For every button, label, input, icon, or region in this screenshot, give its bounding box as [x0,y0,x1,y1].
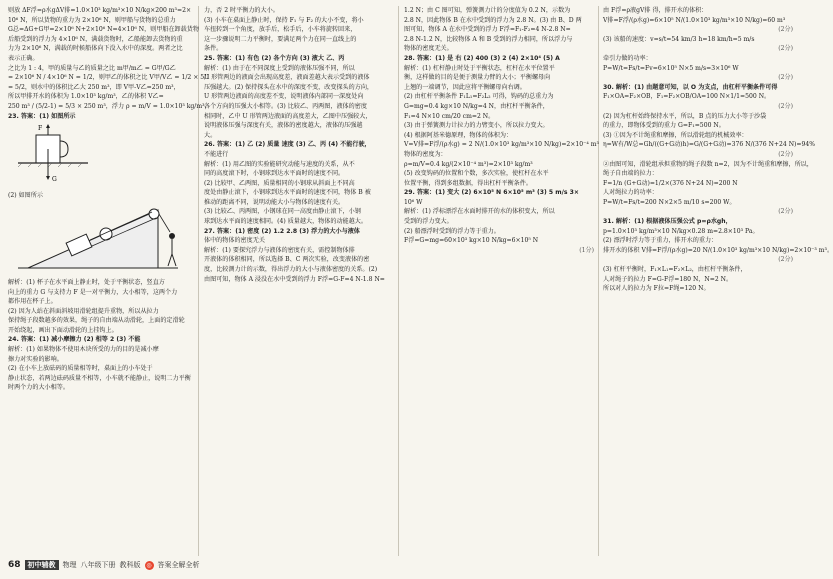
text-line: (3) 由于弹簧测力计拉力的力臂变小，所以拉力变大。 [404,122,549,130]
text-line: 10⁶ W [404,198,423,206]
text-line: 解析：(1) 用乙图的实验能研究动能与速度的关系，从不 [204,160,355,168]
text-line: (2) 由杠杆平衡条件 F₁L₁=F₂L₂ 可得，钩码的总重力为 [404,93,554,101]
text-line: 物体的密度为： [404,150,447,158]
text-line: 球到达水平面的速度相同。(4) 质量越大，物体的动能越大。 [204,218,367,226]
text-line: 相同时，乙中 U 形管两边液面的高度差大，乙图中压强较大， [204,112,372,120]
text-line: (3) 小车在桌面上静止时，保持 F₁ 与 F₂ 的大小不变，将小 [204,16,364,24]
text-line: p=1.0×10³ kg/m³×10 N/kg×0.28 m=2.8×10³ Pa。 [603,227,759,235]
text-line: 表示正确。 [8,54,39,62]
text-line: 后船受到的浮力为 4×10⁶ N，满载货物时，乙船能卸去货物的重 [8,35,183,43]
score-mark: (2分) [778,102,793,110]
subject-label: 物理 [62,561,77,569]
text-line: (2) 船漂浮时受到的浮力等于重力。 [404,227,500,235]
pulley-slope-diagram [8,202,188,272]
text-line: 度，比较测力计的示数，得出浮力的大小与液体密度的关系。(2) [204,266,378,274]
text-line: 受到的浮力变大。 [404,218,453,226]
text-line: 解析：(1) 如果物体不使用木块所受的力的目的是减小摩 [8,346,159,354]
text-line: 图可知，物体 A 在水中受到的浮力 F浮=F₁-F₂=4 N-2.8 N= [404,26,571,34]
text-line: 绳子自由端的拉力： [603,170,658,178]
score-mark: (2分) [778,26,793,34]
text-line: 250 m³ / (5/2-1) = 5/3 × 250 m³，浮力 ρ = m/V = 1.0×10³ kg/m³， [8,102,211,110]
text-line: 力为 2×10⁶ N，满载的时候船体向下没入水中的深度。两者之比 [8,45,183,53]
text-line: (3) ①因为不计绳重和摩擦，所以滑轮组的机械效率： [603,131,748,139]
text-line: 所以甲排开水的体积为 1.0×10³ kg/m³，乙的体积 V乙= [8,93,164,101]
column-divider [598,6,599,556]
text-line: (2) 因为杠杆始终保持水平，所以，B 点的压力大小等于沙袋 [603,112,767,120]
question-28-answer: 28. 答案：(1) 是 右 (2) 400 (3) 2 (4) 2×10⁴ (5) A [404,54,560,62]
text-line: 人对绳拉力的功率： [603,189,658,197]
text-line: F₁×OA=F₂×OB，F₁=F₂×OB/OA=100 N×1/1=500 N。 [603,93,771,101]
text-line: V排=F浮/(ρ水g)=6×10⁵ N/(1.0×10³ kg/m³×10 N/kg)=60 m³ [603,16,786,24]
score-mark: (1分) [579,246,594,254]
text-line: 上翘的一端调节，因此应将平衡螺母向右调。 [404,83,526,91]
label-F: F [38,125,43,133]
text-line: 之比为 1 : 4，甲的质量与乙的质量之比 m甲/m乙 = G甲/G乙 [8,64,176,72]
text-line: 衡，这样做的目的是便于测量力臂的大小；平衡螺母向 [404,74,551,82]
question-29-answer: 29. 答案：(1) 变大 (2) 6×10⁵ N 6×10⁵ m³ (3) 5 m/s 3× [404,189,579,197]
text-line: 度处由静止滚下，小钢球到达水平面时的速度不同，物体 B 被 [204,189,371,197]
column-2 [204,6,394,554]
text-line: 开始绕起，画出下面动滑轮的上挂钩上。 [8,326,118,334]
score-mark: (2分) [778,256,793,264]
text-line: 的重力，即物体受到的重力 G=F₁=500 N。 [603,122,725,130]
score-mark: (2分) [778,150,793,158]
text-line: ②由图可知，滑轮组承担重物的绳子段数 n=2，因为不计绳重和摩擦，所以， [603,160,813,168]
text-line: (2) 在小车上放砝码的质量相等时，桌面上的小车处于 [8,365,153,373]
text-line: 人对绳子的拉力 F=G-F浮=180 N，N=2 N。 [603,275,733,283]
person-head [169,233,175,239]
text-line: 条件。 [204,45,223,53]
label-G: G [52,176,57,184]
text-line: 向上的重力 G 与支持力 F 是一对平衡力，大小相等，这两个力 [8,288,178,296]
text-line: 推动的距离不同，说明动能大小与物体的速度有关。 [204,198,345,206]
text-line: 解析：(1) 杯子在水平面上静止时，处于平衡状态，竖直方 [8,278,165,286]
book-label: 答案全解全析 [157,561,200,569]
column-1 [8,6,211,554]
text-line: (2) 如图所示 [8,191,43,199]
text-line: = 5/2，则水中的体积比乙大 250 m³，即 V甲-V乙=250 m³， [8,83,180,91]
question-31-solution: 31. 解析：(1) 根据液体压强公式 p=ρ水gh， [603,218,732,226]
question-24-answer: 24. 答案：(1) 减小摩擦力 (2) 相等 2 (3) 不能 [8,336,141,344]
fixed-pulley [149,209,159,219]
grade-label: 八年级下册 [80,561,116,569]
figure-pulley-slope [8,202,198,276]
cup-force-diagram [8,123,188,185]
text-line: 由 F浮=ρ液gV排 得，排开水的体积： [603,7,708,14]
text-line: 1.2 N；由 C 图可知，弹簧测力计的分度值为 0.2 N，示数为 [404,7,571,14]
score-mark: (2分) [778,208,793,216]
text-line: U 形管两边液面的高度差不变，说明液体内部同一深度处向 [204,93,364,101]
text-line: 物体的密度无关。 [404,45,453,53]
score-mark: (2分) [778,45,793,53]
text-line: U 形管两边的液面会出现高度差，液面差越大表示受到的液体 [204,74,370,82]
text-line: η=W有/W总=Gh/((G+G动)h)=G/(G+G动)=376 N/(376 N+24 N)=94% [603,141,816,149]
text-line: 位置平衡，得到多组数据，得出杠杆平衡条件。 [404,179,532,187]
column-3 [404,6,599,554]
column-divider [398,6,399,556]
column-4 [603,6,833,554]
text-line: 时两个力的大小相等。 [8,384,69,392]
question-23-answer: 23. 答案：(1) 如图所示 [8,112,76,120]
text-line: (5) 改变钩码的位置和个数，多次实验，使杠杆在水平 [404,170,549,178]
text-line: (3) 杠杆平衡时，F₁×L₁=F₂×L₂，由杠杆平衡条件， [603,266,747,274]
figure-cup-on-table [8,123,198,189]
text-line: (4) 根据阿基米德原理，物体的体积为： [404,131,513,139]
text-line: 说明液体压强与深度有关，液体的密度越大，液体的压强越 [204,122,363,130]
cup-handle [60,141,68,157]
text-line: 由图可知，物体 A 浸没在水中受到的浮力 F浮=G-F=4 N-1.8 N= [204,275,385,283]
question-27-answer: 27. 答案：(1) 密度 (2) 1.2 2.8 (3) 浮力的大小与液体 [204,227,360,235]
question-25-answer: 25. 答案：(1) 有色 (2) 各个方向 (3) 液大 乙、丙 [204,54,345,62]
column-divider [198,6,199,556]
text-line: 压强越大。(2) 保持探头在水中的深度不变，改变探头的方向， [204,83,374,91]
text-line: 同的高度滚下时，小钢球到达水平面时的速度不同。 [204,170,345,178]
text-line: 这一步骤说明二力平衡时，要满足两个力在同一直线上的 [204,35,357,43]
text-line: 开液体的体积相同，所以选择 B、C 两次实验，改变液体的密 [204,256,370,264]
text-line: 排开水的体积 V排=F浮/(ρ水g)=20 N/(1.0×10³ kg/m³×10 N/kg)=2×10⁻³ m³。 [603,246,833,254]
text-line: 车扭转到一个角度，放手后，松手后，小车将旋转回来， [204,26,357,34]
question-26-answer: 26. 答案：(1) 乙 (2) 质量 速度 (3) 乙、丙 (4) 不能行驶， [204,141,371,149]
text-line: 则放 ΔF浮=ρ水gΔV排=1.0×10³ kg/m³×10 N/kg×200 m³=2× [8,7,192,14]
edition-label: 教科版 [119,561,141,569]
text-line: 解析：(1) 要探究浮力与液体的密度有关，需控制物体排 [204,246,355,254]
text-line: 保持绳子段数越多的效果，绳子的自由端从动滑轮，上面的定滑轮 [8,317,185,325]
text-line: G总=ΔG+G甲=2×10⁶ N+2×10⁶ N=4×10⁶ N，则甲船在卸载货物 [8,26,199,34]
text-line: = 2×10⁶ N / 4×10⁶ N = 1/2，则甲乙的体积之比 V甲/V乙 = 1/2 × 5/1 [8,74,211,82]
answer-logo-icon: ◎ [146,561,152,569]
text-line: ρ=m/V=0.4 kg/(2×10⁻⁴ m³)=2×10³ kg/m³ [404,160,533,168]
text-line: 静止状态，若两边砝码质量不相等，小车就不能静止，说明二力平衡 [8,374,191,382]
text-line: 擦力对实验的影响。 [8,355,63,363]
text-line: 都作用在杯子上。 [8,298,57,306]
text-line: (3) 该船的速度：v=s/t=54 km/3 h=18 km/h=5 m/s [603,35,755,43]
text-line: 解析：(1) 由于在不同深度上受到的液体压强不同，所以 [204,64,355,72]
text-line: V=V排=F浮/(ρ水g) = 2 N/(1.0×10³ kg/m³×10 N/kg)=2×10⁻⁴ m³ [404,141,599,149]
text-line: P=W/t=Fs/t=200 N×2×5 m/10 s=200 W。 [603,198,736,206]
text-line: 所以对人的拉力为 F拉=F绳=120 N。 [603,285,710,293]
text-line: G=mg=0.4 kg×10 N/kg=4 N，由杠杆平衡条件， [404,102,549,110]
text-line: 2.8 N-1.2 N，比较物体 A 和 B 受到的浮力相同，所以浮力与 [404,35,573,43]
question-30-solution: 30. 解析：(1) 由题意可知，以 O 为支点，由杠杆平衡条件可得 [603,83,778,91]
page-number: 68 [8,560,21,570]
text-line: 体中的物体的密度无关 [204,237,265,245]
text-line: F=1/n (G+G动)=1/2×(376 N+24 N)=200 N [603,179,738,187]
score-mark: (2分) [778,74,793,82]
text-line: (2) 比较甲、乙两图，质量相同的小钢球从斜面上不同高 [204,179,355,187]
arrow-head [46,124,50,128]
page-footer [8,560,200,570]
text-line: P=W/t=Fs/t=Fv=6×10⁵ N×5 m/s=3×10⁶ W [603,64,739,72]
brand-label: 初中辅教 [25,560,59,570]
text-line: 10⁶ N，所以货物的重力为 2×10⁶ N，则甲船与货物的总重力 [8,16,176,24]
text-line: (2) 因为人站在斜面斜坡用滑轮组提升重物，所以从拉力 [8,307,159,315]
text-line: 解析：(1) 浮标漂浮在水面时排开的水的体积变大，所以 [404,208,555,216]
text-line: 大。 [204,131,217,139]
text-line: F₁=4 N×10 cm/20 cm=2 N。 [404,112,495,120]
text-line: 牵引力做的功率： [603,54,652,62]
text-line: (2) 漂浮时浮力等于重力，排开水的重力： [603,237,718,245]
text-line: 2.8 N，因此物体 B 在水中受到的浮力为 2.8 N。(3) 由 B、D 两 [404,16,582,24]
text-line: F浮=G=mg=60×10³ kg×10 N/kg=6×10⁵ N [404,237,539,245]
text-line: 不能进行 [204,150,229,158]
text-line: 各个方向的压强大小相等。(3) 比较乙、丙两图，液体的密度 [204,102,367,110]
text-line: (3) 比较乙、丙两图，小钢球在同一高度由静止滚下，小钢 [204,208,361,216]
text-line: 解析：(1) 杠杆静止时处于平衡状态，杠杆在水平位置平 [404,64,555,72]
text-line: 力，否 2 时平衡力的大小。 [204,7,279,14]
